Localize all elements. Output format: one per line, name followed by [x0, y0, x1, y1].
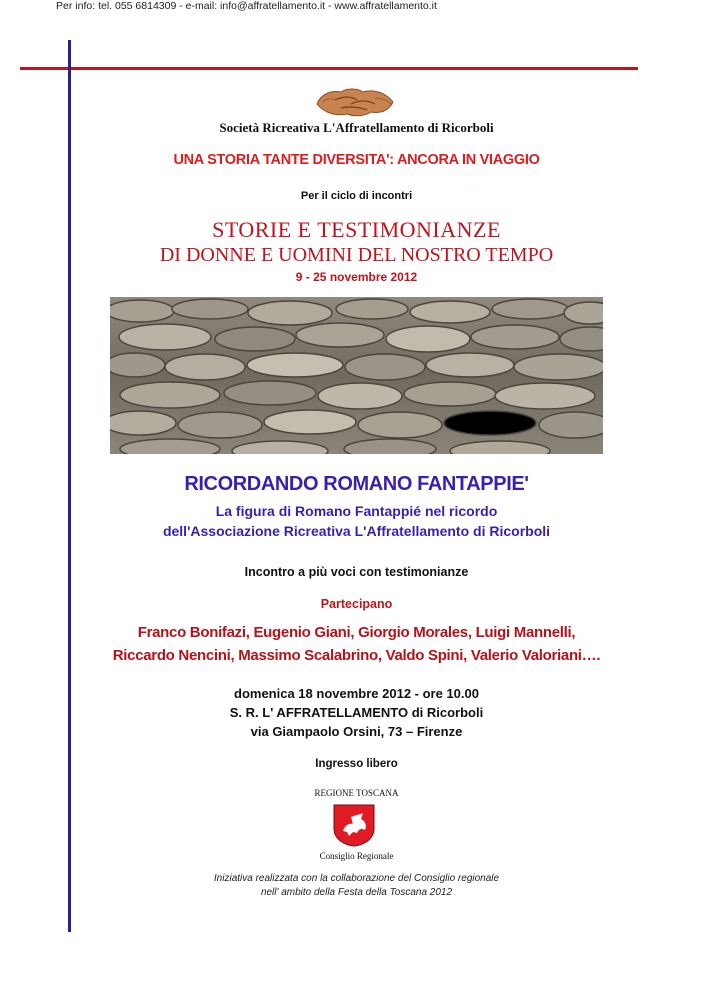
event-address: via Giampaolo Orsini, 73 – Firenze — [250, 724, 463, 739]
cycle-intro: Per il ciclo di incontri — [300, 190, 413, 202]
region-label: REGIONE TOSCANA — [314, 788, 399, 798]
event-venue: S. R. L' AFFRATELLAMENTO di Ricorboli — [229, 705, 484, 720]
title-line-1: STORIE E TESTIMONIANZE — [212, 217, 501, 242]
initiative-line-1: Iniziativa realizzata con la collaborazione del Consiglio regionale — [213, 873, 500, 884]
contact-info: Per info: tel. 055 6814309 - e-mail: info@affratellamento.it - www.affratellamento.it — [56, 0, 437, 12]
event-format: Incontro a più voci con testimonianze — [244, 565, 469, 579]
pegasus-emblem-icon — [331, 803, 377, 847]
participants-label: Partecipano — [320, 597, 393, 611]
participants-line-2: Riccardo Nencini, Massimo Scalabrino, Valdo Spini, Valerio Valoriani…. — [112, 647, 601, 664]
cycle-dates: 9 - 25 novembre 2012 — [295, 270, 418, 284]
event-subtitle-line-2: dell'Associazione Ricreativa L'Affratellamento di Ricorboli — [162, 523, 551, 539]
event-datetime: domenica 18 novembre 2012 - ore 10.00 — [234, 686, 479, 701]
event-title: RICORDANDO ROMANO FANTAPPIE' — [184, 473, 529, 495]
event-subtitle-line-1: La figura di Romano Fantappié nel ricordo — [215, 503, 498, 519]
tagline: UNA STORIA TANTE DIVERSITA': ANCORA IN VIAGGIO — [173, 152, 540, 168]
left-rule — [68, 40, 71, 932]
top-rule — [20, 67, 638, 70]
title-line-2: DI DONNE E UOMINI DEL NOSTRO TEMPO — [159, 244, 554, 266]
initiative-line-2: nell' ambito della Festa della Toscana 2012 — [260, 887, 453, 898]
council-label: Consiglio Regionale — [319, 851, 394, 861]
participants-line-1: Franco Bonifazi, Eugenio Giani, Giorgio Morales, Luigi Mannelli, — [137, 624, 576, 641]
handshake-logo-icon — [315, 86, 395, 118]
admission: Ingresso libero — [315, 758, 398, 770]
stone-wall-image — [110, 297, 603, 454]
society-name: Società Ricreativa L'Affratellamento di Ricorboli — [219, 120, 494, 135]
